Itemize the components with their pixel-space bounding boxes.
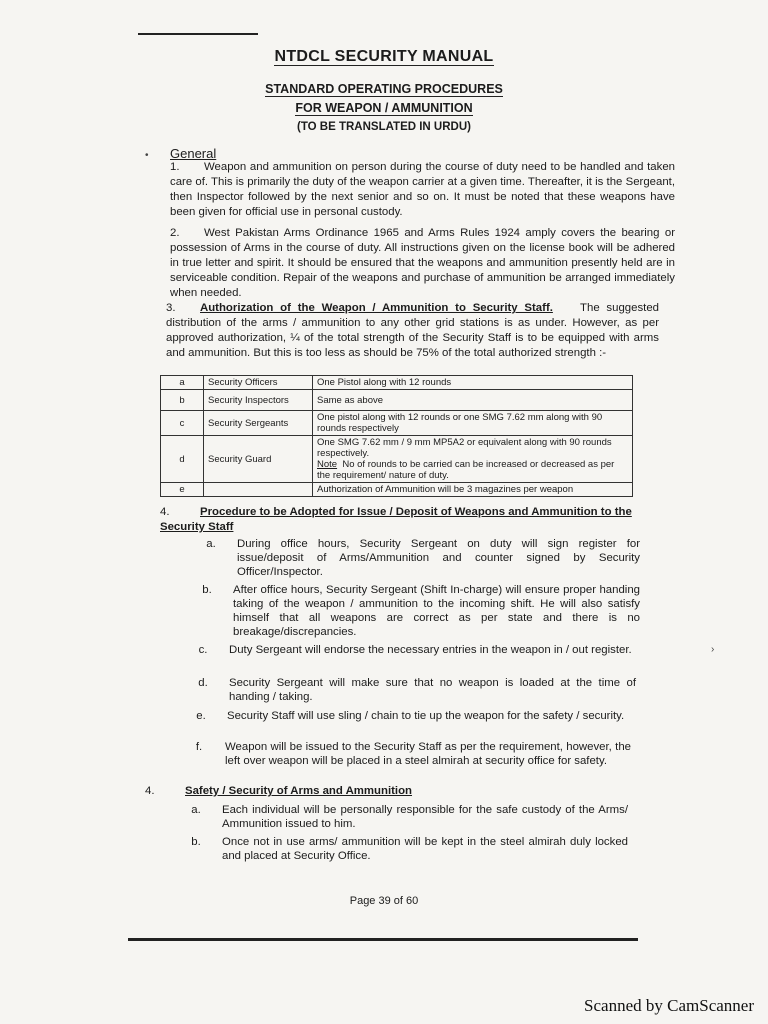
subtitle-translation: (TO BE TRANSLATED IN URDU) xyxy=(297,121,471,133)
list-item: a. Each individual will be personally responsible for the safe custody of the Arms/ Ammunition issued to him. xyxy=(191,804,628,830)
list-item: b. After office hours, Security Sergeant (Shift In-charge) will ensure proper handing taking of the weapon / ammunition to the incoming shift. He will also satisfy himself that all weapons are correct as per state and there is no breakage/discrepancies. xyxy=(202,584,640,638)
note-label: Note xyxy=(317,459,338,470)
paragraph-number: 1. xyxy=(170,161,180,173)
list-item: f. Weapon will be issued to the Security Staff as per the requirement, however, the left over weapon will be placed in a steel almirah at security office for safety. xyxy=(195,741,631,767)
subtitle-sop: STANDARD OPERATING PROCEDURES xyxy=(265,82,503,96)
paragraph-3: 3. Authorization of the Weapon / Ammunition to Security Staff. The suggested distribution of the arms / ammunition to any other grid stations is as under. However, as per approved authorization, ¼ of the total strength of the Security Staff is to be equipped with arms and ammunition. But this is too less as should be 75% of the total authorized strength :- xyxy=(166,302,660,359)
weapon-allocation-table xyxy=(160,375,633,497)
top-rule xyxy=(138,33,258,35)
subtitle-weapon: FOR WEAPON / AMMUNITION xyxy=(295,101,473,115)
paragraph-number: 2. xyxy=(170,227,180,239)
scan-speck: › xyxy=(711,644,715,655)
table-row: b Security Inspectors Same as above xyxy=(161,390,633,411)
section-4b-heading: 4. Safety / Security of Arms and Ammunition xyxy=(145,785,413,797)
paragraph-2: 2. West Pakistan Arms Ordinance 1965 and Arms Rules 1924 amply covers the bearing or possession of Arms in the course of duty. All instructions given on the license book will be adhered in true letter and spirit. It should be ensured that the weapons and ammunition presently held are in serviceable condition. Repair of the weapons and purchase of ammunition be arranged immediately when needed. xyxy=(170,227,675,299)
list-item: e. Security Staff will use sling / chain to tie up the weapon for the safety / security. xyxy=(196,710,625,722)
table-row: d Security Guard One SMG 7.62 mm / 9 mm MP5A2 or equivalent along with 90 rounds respectively. Note No of rounds to be carried can be increased or decreased as per the requirement/ nature of duty. xyxy=(161,436,633,483)
paragraph-number: 3. xyxy=(166,302,176,314)
list-item: c. Duty Sergeant will endorse the necessary entries in the weapon in / out register. xyxy=(198,644,632,656)
paragraph-1: 1. Weapon and ammunition on person during the course of duty need to be handled and taken care of. This is primarily the duty of the weapon carrier at a given time. Thereafter, it is the Sergeant, then Inspector followed by the next senior and so on. It must be noted that these weapons have been given for official use in personal custody. xyxy=(170,161,675,218)
page-number: Page 39 of 60 xyxy=(349,895,419,907)
table-row: a Security Officers One Pistol along with 12 rounds xyxy=(161,376,633,390)
section-4-heading: 4. Procedure to be Adopted for Issue / Deposit of Weapons and Ammunition to the Security Staff xyxy=(160,506,632,533)
list-item: d. Security Sergeant will make sure that no weapon is loaded at the time of handing / taking. xyxy=(198,677,636,703)
bottom-rule xyxy=(128,938,638,941)
scan-speck: • xyxy=(145,150,149,161)
list-item: a. During office hours, Security Sergeant on duty will sign register for issue/deposit of Arms/Ammunition and counter signed by Security Officer/Inspector. xyxy=(206,538,640,578)
paragraph-3-heading: Authorization of the Weapon / Ammunition to Security Staff. xyxy=(200,302,553,314)
scanner-watermark: Scanned by CamScanner xyxy=(584,996,754,1015)
table-row: e Authorization of Ammunition will be 3 magazines per weapon xyxy=(161,483,633,497)
list-item: b. Once not in use arms/ ammunition will be kept in the steel almirah duly locked and placed at Security Office. xyxy=(191,836,628,862)
table-row: c Security Sergeants One pistol along with 12 rounds or one SMG 7.62 mm along with 90 rounds respectively xyxy=(161,411,633,436)
general-heading: General xyxy=(170,146,217,161)
document-title: NTDCL SECURITY MANUAL xyxy=(274,48,494,65)
